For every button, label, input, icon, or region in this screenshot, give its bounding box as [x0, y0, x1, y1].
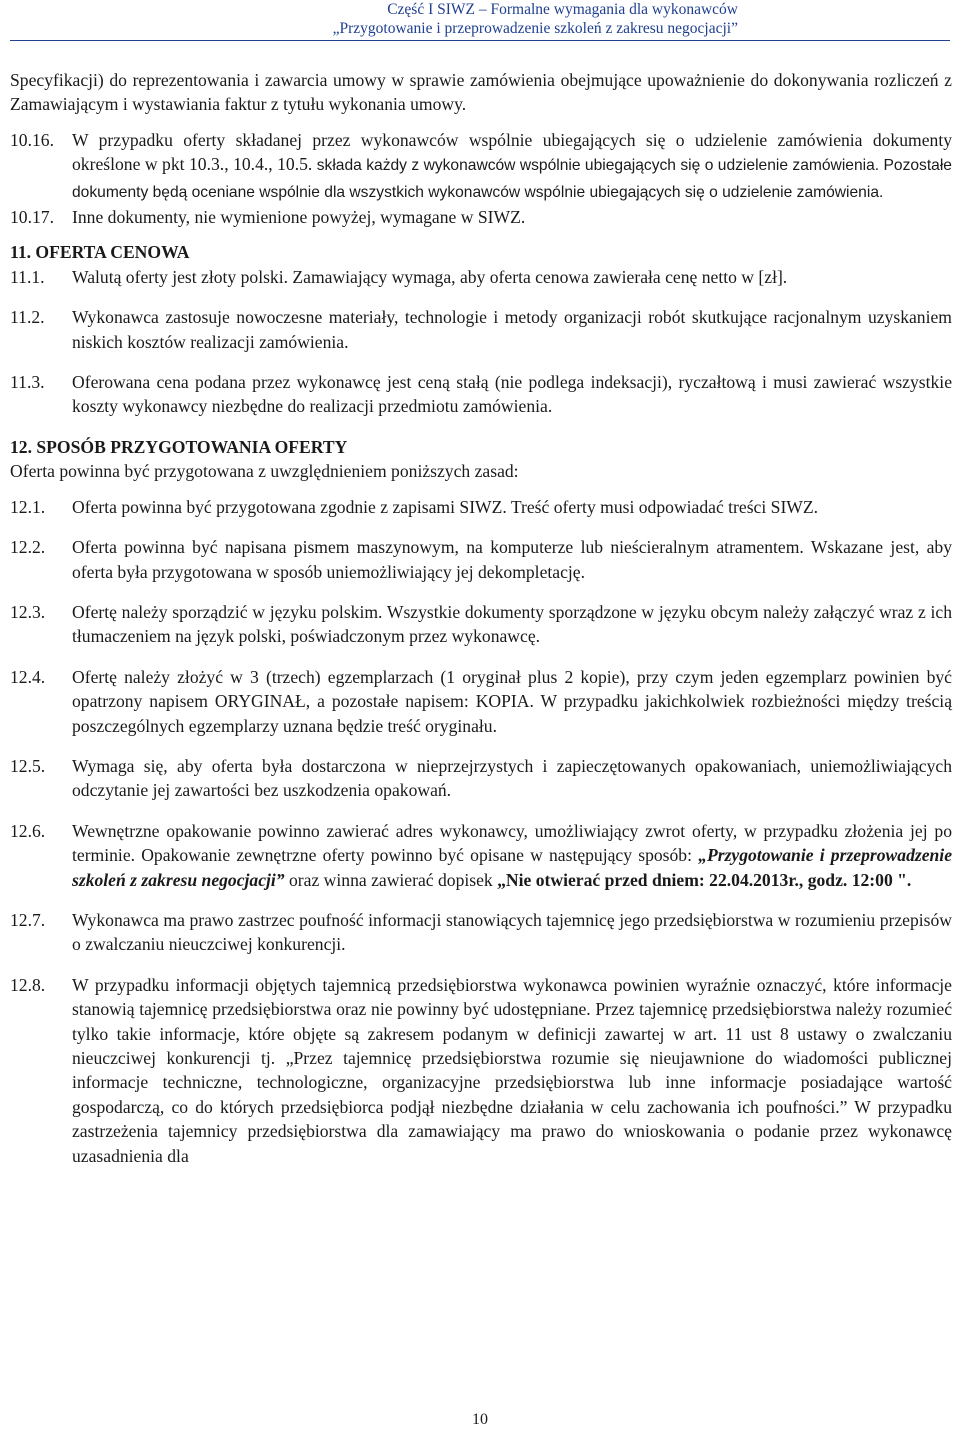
item-12-2 — [10, 535, 952, 584]
section-heading-11: 11. OFERTA CENOWA — [10, 242, 190, 263]
item-text: W przypadku informacji objętych tajemnicą przedsiębiorstwa wykonawca powinien wyraźnie oznaczyć, które informacje stanowią tajemnicę przedsiębiorstwa oraz nie powinny być udostępniane. Przez tajemnicę przedsiębiorstwa należy rozumieć tylko takie informacje, które objęte są zakresem podanym w definicji zawartej w art. 11 ust 8 ustawy o zwalczaniu nieuczciwej konkurencji tj. „Przez tajemnicę przedsiębiorstwa rozumie się nieujawnione do wiadomości publicznej informacje techniczne, technologiczne, organizacyjne przedsiębiorstwa lub inne informacje posiadające wartość gospodarczą, co do których przedsiębiorca podjął niezbędne działania w celu zachowania ich poufności.” W przypadku zastrzeżenia tajemnicy przedsiębiorstwa dla zamawiający ma prawo do wnioskowania o podanie przez wykonawcę uzasadnienia dla — [72, 974, 952, 1166]
item-text: Inne dokumenty, nie wymienione powyżej, wymagane w SIWZ. — [72, 207, 526, 228]
item-12-8 — [10, 973, 952, 1168]
item-text-part1: W przypadku oferty składanej przez wykonawców wspólnie ubiegających się o udzielenie zamówienia dokumenty określone w pkt 10.3., 10.4., 10.5. — [72, 129, 952, 175]
item-12-1 — [10, 495, 952, 519]
item-text — [72, 819, 952, 892]
section-intro: Oferta powinna być przygotowana z uwzględnieniem poniższych zasad: — [10, 461, 519, 482]
item-12-4 — [10, 665, 952, 738]
item-number: 11.3. — [10, 372, 45, 393]
item-number: 12.3. — [10, 601, 46, 622]
header-subtitle: „Przygotowanie i przeprowadzenie szkoleń z zakresu negocjacji” — [332, 20, 738, 37]
item-text-part2: oraz winna zawierać dopisek — [284, 869, 498, 890]
item-11-3 — [10, 370, 952, 419]
header-title: Część I SIWZ – Formalne wymagania dla wykonawców — [387, 1, 738, 18]
item-text-part2: składa każdy z wykonawców wspólnie ubiegających się o udzielenie zamówienia. Pozostałe dokumenty będą oceniane wspólnie dla wszystkich wykonawców wspólnie ubiegających się o udzielenie zamówienia. — [72, 157, 952, 201]
item-text-part1: Wewnętrzne opakowanie powinno zawierać adres wykonawcy, umożliwiający zwrot oferty, w przypadku złożenia jej po terminie. Opakowanie zewnętrzne oferty powinno być opisane w następujący sposób: — [72, 820, 952, 866]
item-number: 12.2. — [10, 537, 46, 558]
do-not-open-note: „Nie otwierać przed dniem: 22.04.2013r., godz. 12:00 ". — [497, 869, 912, 890]
item-text: Wykonawca ma prawo zastrzec poufność informacji stanowiących tajemnicę jego przedsiębiorstwa w rozumieniu przepisów o zwalczaniu nieuczciwej konkurencji. — [72, 909, 952, 955]
item-number: 12.8. — [10, 974, 46, 995]
item-text: Ofertę należy sporządzić w języku polskim. Wszystkie dokumenty sporządzone w języku obcym należy załączyć wraz z ich tłumaczeniem na język polski, poświadczonym przez wykonawcę. — [72, 601, 952, 647]
page-header — [0, 0, 960, 38]
item-number: 12.7. — [10, 909, 46, 930]
item-number: 12.4. — [10, 666, 46, 687]
item-text: Ofertę należy złożyć w 3 (trzech) egzemplarzach (1 oryginał plus 2 kopie), przy czym jeden egzemplarz powinien być opatrzony napisem ORYGINAŁ, a pozostałe napisem: KOPIA. W przypadku jakichkolwiek rozbieżności między treścią poszczególnych egzemplarzy uznana będzie treść oryginału. — [72, 666, 952, 736]
page-number: 10 — [472, 1411, 488, 1428]
item-text: Wykonawca zastosuje nowoczesne materiały, technologie i metody organizacji robót skutkujące racjonalnym uzyskaniem niskich kosztów realizacji zamówienia. — [72, 307, 952, 352]
document-body — [10, 68, 952, 1168]
item-12-3 — [10, 600, 952, 649]
item-number: 10.17. — [10, 207, 54, 228]
item-10-16 — [10, 128, 952, 205]
item-number: 12.6. — [10, 820, 46, 841]
item-11-1 — [10, 265, 952, 289]
item-12-5 — [10, 754, 952, 803]
item-text: Oferta powinna być napisana pismem maszynowym, na komputerze lub nieścieralnym atramentem. Wskazane jest, aby oferta była przygotowana w sposób uniemożliwiający jej dekompletację. — [72, 537, 952, 582]
item-text: Walutą oferty jest złoty polski. Zamawiający wymaga, aby oferta cenowa zawierała cenę netto w [zł]. — [72, 266, 788, 287]
header-divider — [10, 40, 950, 41]
item-text — [72, 128, 952, 205]
item-text: Oferowana cena podana przez wykonawcę jest ceną stałą (nie podlega indeksacji), ryczałtową i musi zawierać wszystkie koszty wykonawcy niezbędne do realizacji przedmiotu zamówienia. — [72, 372, 952, 417]
item-12-7 — [10, 908, 952, 957]
item-number: 12.5. — [10, 755, 46, 776]
item-text: Oferta powinna być przygotowana zgodnie z zapisami SIWZ. Treść oferty musi odpowiadać treści SIWZ. — [72, 496, 819, 517]
item-number: 10.16. — [10, 129, 54, 150]
item-12-6 — [10, 819, 952, 892]
intro-paragraph: Specyfikacji) do reprezentowania i zawarcia umowy w sprawie zamówienia obejmujące upoważnienie do dokonywania rozliczeń z Zamawiającym i wystawiania faktur z tytułu wykonania umowy. — [10, 70, 952, 115]
item-number: 12.1. — [10, 496, 46, 517]
item-11-2 — [10, 305, 952, 354]
item-number: 11.2. — [10, 307, 45, 328]
item-10-17 — [10, 205, 952, 229]
item-number: 11.1. — [10, 266, 45, 287]
item-text: Wymaga się, aby oferta była dostarczona w nieprzejrzystych i zapieczętowanych opakowaniach, uniemożliwiających odczytanie jej zawartości bez uszkodzenia opakowań. — [72, 755, 952, 801]
envelope-title: „Przygotowanie i przeprowadzenie szkoleń z zakresu negocjacji” — [72, 845, 953, 890]
section-heading-12: 12. SPOSÓB PRZYGOTOWANIA OFERTY — [10, 436, 348, 457]
